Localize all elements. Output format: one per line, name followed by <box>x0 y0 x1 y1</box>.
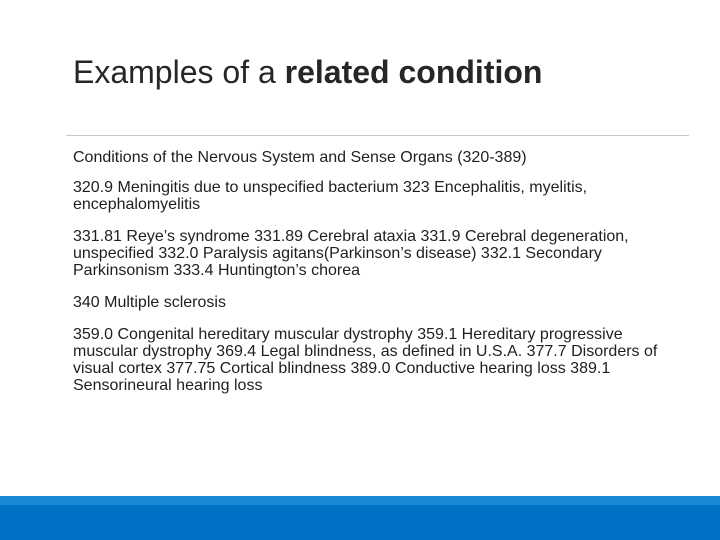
paragraph-nervous-system-heading: Conditions of the Nervous System and Sense Organs (320-389) <box>73 149 527 166</box>
paragraph-meningitis: 320.9 Meningitis due to unspecified bacterium 323 Encephalitis, myelitis, encephalomyelitis <box>73 179 588 213</box>
paragraph-reyes-syndrome: 331.81 Reye’s syndrome 331.89 Cerebral ataxia 331.9 Cerebral degeneration, unspecified 332.0 Paralysis agitans(Parkinson’s disease) 332.1 Secondary Parkinsonism 333.4 Huntington’s chorea <box>73 228 629 279</box>
paragraph-muscular-dystrophy: 359.0 Congenital hereditary muscular dystrophy 359.1 Hereditary progressive muscular dystrophy 369.4 Legal blindness, as defined in U.S.A. 377.7 Disorders of visual cortex 377.75 Cortical blindness 389.0 Conductive hearing loss 389.1 Sensorineural hearing loss <box>73 326 658 394</box>
slide-body <box>73 149 673 409</box>
title-divider <box>66 135 689 136</box>
bottom-accent-band-highlight <box>0 496 720 505</box>
bottom-accent-band <box>0 496 720 540</box>
slide-title <box>73 52 542 92</box>
paragraph-multiple-sclerosis: 340 Multiple sclerosis <box>73 294 226 311</box>
title-regular-text: Examples of a <box>73 54 285 90</box>
title-bold-text: related condition <box>284 54 543 90</box>
